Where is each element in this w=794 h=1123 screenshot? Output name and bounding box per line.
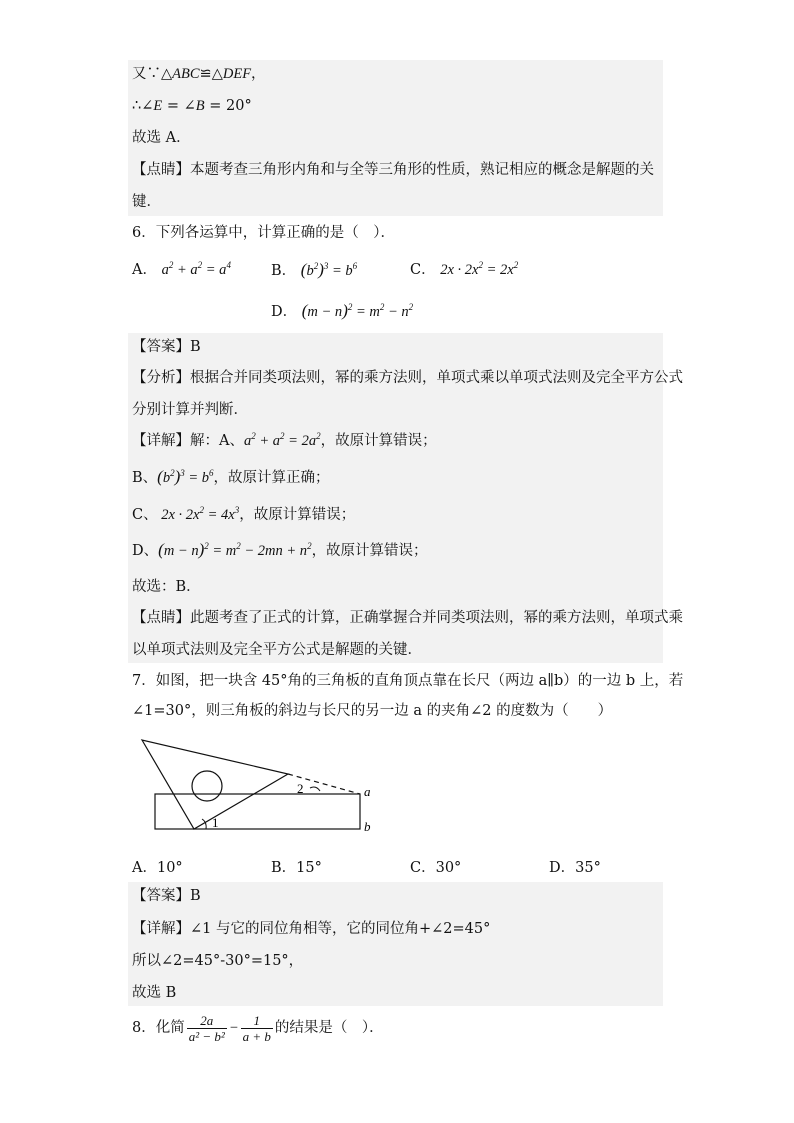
fraction-numerator: 2a: [187, 1013, 227, 1029]
text-fragment: B、: [132, 470, 158, 486]
question-7: 7．如图，把一块含 45°角的三角板的直角顶点靠在长尺（两边 a∥b）的一边 b 上，若: [132, 673, 684, 689]
math-expr: $2x \cdot 2x^2 = 4x^3$: [157, 505, 240, 523]
fraction-numerator: 1: [241, 1013, 273, 1029]
q7-option-d: D．35°: [549, 860, 601, 876]
set-square-hole: [192, 771, 222, 801]
angle-2-label: 2: [297, 781, 304, 796]
text-line: 【点睛】本题考查三角形内角和与全等三角形的性质，熟记相应的概念是解题的关: [132, 162, 654, 178]
q6-option-b: [271, 260, 357, 281]
math-expr: $a^2 + a^2 = a^4$: [161, 260, 231, 278]
analysis-6: 分别计算并判断．: [132, 402, 248, 418]
math-var: E: [153, 98, 163, 114]
q6-option-d: [271, 301, 413, 322]
text-fragment: 8．化简: [132, 1020, 185, 1036]
ruler-rectangle: [155, 794, 360, 829]
text-line: 故选 A．: [132, 130, 191, 146]
math-var: ABC: [172, 66, 200, 82]
math-expr: $a^2 + a^2 = 2a^2$: [243, 431, 321, 449]
option-label: D．: [271, 304, 298, 320]
text-fragment: ，故原计算错误；: [239, 507, 356, 523]
text-fragment: = ∠: [162, 98, 196, 114]
text-fragment: ，: [251, 66, 266, 82]
fraction: [187, 1013, 227, 1044]
text-fragment: C、: [132, 507, 158, 523]
line-a-label: a: [364, 784, 371, 799]
question-6: 6．下列各运算中，计算正确的是（ ）．: [132, 225, 395, 241]
choose-7: 故选 B: [132, 985, 177, 1001]
fraction-denominator: a + b: [242, 1028, 271, 1044]
text-line: [132, 96, 252, 116]
q7-option-c: C．30°: [410, 860, 462, 876]
detail-6-c: [132, 505, 355, 525]
text-fragment: 【详解】解：A、: [132, 433, 244, 449]
math-expr: $(b^2)^3 = b^6$: [300, 260, 358, 279]
math-expr: $(m - n)^2 = m^2 - 2mn + n^2$: [158, 540, 312, 559]
angle-1-label: 1: [212, 815, 219, 830]
math-operator: −: [228, 1020, 239, 1036]
math-var: B: [195, 98, 205, 114]
math-expr: $(b^2)^3 = b^6$: [157, 467, 214, 486]
text-fragment: 又∵△: [132, 66, 173, 82]
text-fragment: = 20°: [204, 98, 252, 114]
choose-6: 故选：B．: [132, 579, 201, 595]
angle-2-arc: [310, 787, 320, 791]
q7-option-b: B．15°: [271, 860, 322, 876]
triangle-ruler-figure: [140, 736, 390, 836]
question-7: ∠1=30°，则三角板的斜边与长尺的另一边 a 的夹角∠2 的度数为（ ）: [132, 703, 613, 719]
text-fragment: ，故原计算错误；: [320, 433, 437, 449]
text-fragment: 的结果是（ ）．: [274, 1020, 384, 1036]
detail-7: 【详解】∠1 与它的同位角相等，它的同位角+∠2=45°: [132, 921, 491, 937]
comment-6: 【点睛】此题考查了正式的计算，正确掌握合并同类项法则，幂的乘方法则，单项式乘: [132, 610, 683, 626]
comment-6: 以单项式法则及完全平方公式是解题的关键．: [132, 642, 422, 658]
answer-block-shade: [128, 882, 663, 1006]
q7-option-a: A．10°: [132, 860, 183, 876]
text-fragment: D、: [132, 543, 159, 559]
fraction: [241, 1013, 273, 1044]
option-label: B．: [271, 263, 297, 279]
answer-7: 【答案】B: [132, 888, 201, 904]
math-expr: $2x \cdot 2x^2 = 2x^2$: [440, 260, 519, 278]
line-b-label: b: [364, 819, 371, 834]
text-fragment: ，故原计算正确；: [213, 470, 330, 486]
analysis-6: 【分析】根据合并同类项法则，幂的乘方法则，单项式乘以单项式法则及完全平方公式: [132, 370, 683, 386]
option-label: A．: [132, 262, 157, 278]
detail-7: 所以∠2=45°-30°=15°，: [132, 953, 304, 969]
text-fragment: ≌△: [199, 66, 223, 82]
detail-6-a: [132, 431, 437, 451]
math-var: DEF: [222, 66, 252, 82]
math-expr: $(m - n)^2 = m^2 - n^2$: [301, 301, 414, 320]
text-line: 键．: [132, 194, 161, 210]
question-8: [132, 1010, 384, 1046]
text-line: [132, 64, 266, 84]
detail-6-b: [132, 467, 330, 488]
q6-option-c: [410, 260, 518, 280]
text-fragment: ∴∠: [132, 98, 154, 114]
option-label: C．: [410, 262, 436, 278]
text-fragment: ，故原计算错误；: [311, 543, 428, 559]
detail-6-d: [132, 540, 428, 561]
q6-option-a: [132, 260, 231, 280]
fraction-denominator: a² − b²: [188, 1028, 225, 1044]
answer-6: 【答案】B: [132, 339, 201, 355]
